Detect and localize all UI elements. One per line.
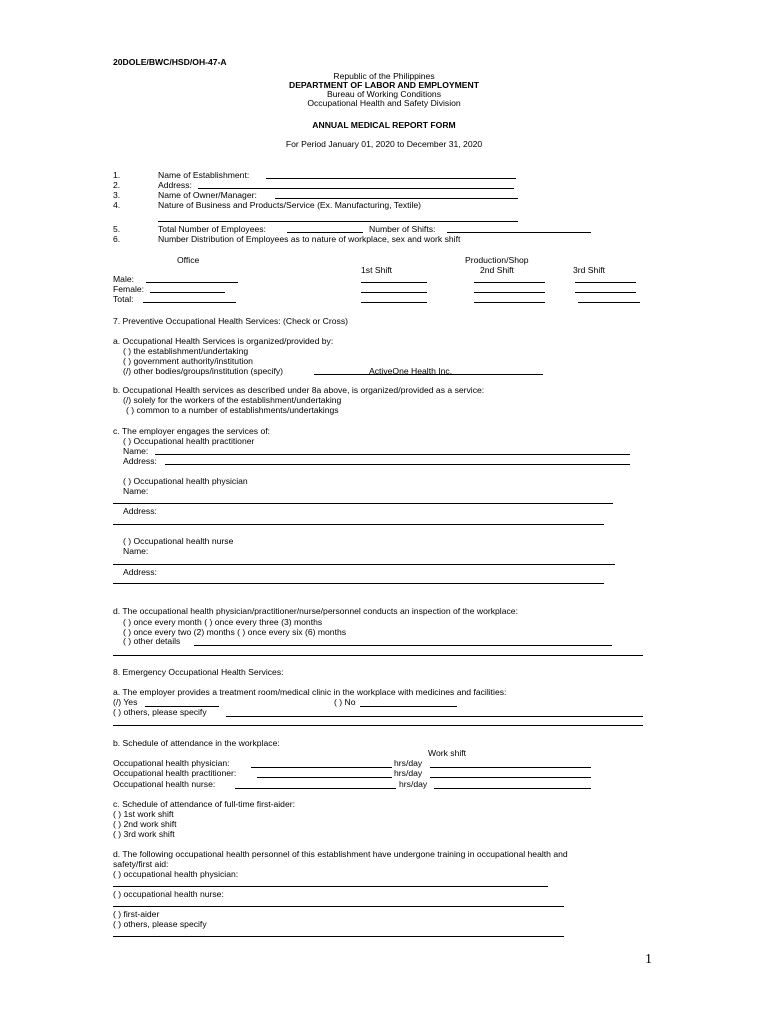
owner-manager-field[interactable] xyxy=(275,198,518,199)
option-other-details[interactable]: ( ) other details xyxy=(123,636,181,646)
item-number-3: 3. xyxy=(113,190,121,200)
section-8c-label: c. Schedule of attendance of full-time first-aider: xyxy=(113,799,295,809)
practitioner-shift-field[interactable] xyxy=(430,777,591,778)
section-7-title: 7. Preventive Occupational Health Services: (Check or Cross) xyxy=(113,316,348,326)
option-bimonthly-semiannual[interactable]: ( ) once every two (2) months ( ) once every six (6) months xyxy=(123,627,347,637)
office-total-field[interactable] xyxy=(143,302,236,303)
shift-1-header: 1st Shift xyxy=(361,265,393,275)
female-label: Female: xyxy=(113,284,145,294)
option-solely-workers[interactable]: (/) solely for the workers of the establishment/undertaking xyxy=(123,395,342,405)
practitioner-hrs-label: hrs/day xyxy=(394,768,423,778)
form-title: ANNUAL MEDICAL REPORT FORM xyxy=(312,120,456,130)
option-others-specify[interactable]: ( ) others, please specify xyxy=(113,707,207,717)
option-2nd-shift[interactable]: ( ) 2nd work shift xyxy=(113,819,177,829)
distribution-label: Number Distribution of Employees as to nature of workplace, sex and work shift xyxy=(158,234,461,244)
option-physician[interactable]: ( ) Occupational health physician xyxy=(123,476,248,486)
nature-of-business-field[interactable] xyxy=(158,221,518,222)
other-details-field-2[interactable] xyxy=(113,655,643,656)
shift1-male-field[interactable] xyxy=(361,282,427,283)
address-label: Address: xyxy=(158,180,192,190)
number-of-shifts-label: Number of Shifts: xyxy=(369,224,436,234)
section-7b-label: b. Occupational Health services as described under 8a above, is organized/provided as a service: xyxy=(113,385,485,395)
others-specify-field-2[interactable] xyxy=(113,725,643,726)
trained-physician-field[interactable] xyxy=(113,886,548,887)
shift-3-header: 3rd Shift xyxy=(573,265,606,275)
option-other-bodies[interactable]: (/) other bodies/groups/institution (specify) xyxy=(123,366,284,376)
office-male-field[interactable] xyxy=(146,282,238,283)
physician-name-label: Name: xyxy=(123,486,149,496)
nature-of-business-label: Nature of Business and Products/Service (Ex. Manufacturing, Textile) xyxy=(158,200,422,210)
form-code: 20DOLE/BWC/HSD/OH-47-A xyxy=(113,57,227,67)
no-field[interactable] xyxy=(360,706,457,707)
option-government[interactable]: ( ) government authority/institution xyxy=(123,356,253,366)
establishment-name-label: Name of Establishment: xyxy=(158,170,250,180)
work-shift-header: Work shift xyxy=(428,748,467,758)
other-bodies-field[interactable] xyxy=(314,374,543,375)
option-yes[interactable]: (/) Yes xyxy=(113,697,138,707)
nurse-shift-field[interactable] xyxy=(434,788,591,789)
item-number-4: 4. xyxy=(113,200,121,210)
nurse-hrs-label: hrs/day xyxy=(399,779,428,789)
nurse-address-label: Address: xyxy=(123,567,157,577)
other-bodies-value: ActiveOne Health Inc. xyxy=(369,366,453,376)
number-of-shifts-field[interactable] xyxy=(447,232,591,233)
section-8d-label-cont: safety/first aid: xyxy=(113,859,169,869)
nurse-hours-field[interactable] xyxy=(235,788,396,789)
shift2-female-field[interactable] xyxy=(474,292,545,293)
trained-nurse-option[interactable]: ( ) occupational health nurse: xyxy=(113,889,224,899)
shift3-male-field[interactable] xyxy=(575,282,636,283)
item-number-1: 1. xyxy=(113,170,121,180)
physician-shift-field[interactable] xyxy=(430,767,591,768)
section-8d-label: d. The following occupational health personnel of this establishment have undergone training in occupational health and xyxy=(113,849,568,859)
header-republic: Republic of the Philippines xyxy=(333,71,435,81)
practitioner-name-field[interactable] xyxy=(155,454,630,455)
male-label: Male: xyxy=(113,274,135,284)
nurse-name-field[interactable] xyxy=(113,564,615,565)
header-division: Occupational Health and Safety Division xyxy=(307,98,461,108)
option-monthly-quarterly[interactable]: ( ) once every month ( ) once every three (3) months xyxy=(123,617,323,627)
section-8a-label: a. The employer provides a treatment room/medical clinic in the workplace with medicines and facilities: xyxy=(113,687,507,697)
report-period: For Period January 01, 2020 to December 31, 2020 xyxy=(285,139,483,149)
shift1-female-field[interactable] xyxy=(361,292,427,293)
option-practitioner[interactable]: ( ) Occupational health practitioner xyxy=(123,436,255,446)
office-header: Office xyxy=(177,255,200,265)
section-7d-label: d. The occupational health physician/practitioner/nurse/personnel conducts an inspection of the workplace: xyxy=(113,606,518,616)
item-number-5: 5. xyxy=(113,224,121,234)
item-number-2: 2. xyxy=(113,180,121,190)
page-number: 1 xyxy=(645,952,652,967)
section-8-title: 8. Emergency Occupational Health Services: xyxy=(113,667,284,677)
trained-first-aider-option[interactable]: ( ) first-aider xyxy=(113,909,160,919)
physician-hrs-label: hrs/day xyxy=(394,758,423,768)
option-3rd-shift[interactable]: ( ) 3rd work shift xyxy=(113,829,175,839)
nurse-name-label: Name: xyxy=(123,546,149,556)
trained-physician-option[interactable]: ( ) occupational health physician: xyxy=(113,869,239,879)
trained-others-field[interactable] xyxy=(113,936,564,937)
shift3-female-field[interactable] xyxy=(575,292,636,293)
practitioner-schedule-label: Occupational health practitioner: xyxy=(113,768,237,778)
address-field[interactable] xyxy=(198,188,514,189)
practitioner-address-label: Address: xyxy=(123,456,157,466)
physician-name-field[interactable] xyxy=(113,503,613,504)
physician-hours-field[interactable] xyxy=(251,767,392,768)
total-label: Total: xyxy=(113,294,134,304)
shift3-total-field[interactable] xyxy=(578,302,640,303)
item-number-6: 6. xyxy=(113,234,121,244)
nurse-address-field[interactable] xyxy=(113,583,604,584)
trained-nurse-field[interactable] xyxy=(113,906,564,907)
physician-schedule-label: Occupational health physician: xyxy=(113,758,230,768)
other-details-field[interactable] xyxy=(194,645,612,646)
nurse-schedule-label: Occupational health nurse: xyxy=(113,779,216,789)
establishment-name-field[interactable] xyxy=(266,178,516,179)
section-8b-label: b. Schedule of attendance in the workplace: xyxy=(113,738,280,748)
option-1st-shift[interactable]: ( ) 1st work shift xyxy=(113,809,174,819)
header-bureau: Bureau of Working Conditions xyxy=(326,89,441,99)
owner-manager-label: Name of Owner/Manager: xyxy=(158,190,257,200)
production-shop-header: Production/Shop xyxy=(465,255,529,265)
physician-address-field[interactable] xyxy=(113,524,604,525)
section-7a-label: a. Occupational Health Services is organized/provided by: xyxy=(113,336,334,346)
option-establishment[interactable]: ( ) the establishment/undertaking xyxy=(123,346,249,356)
physician-address-label: Address: xyxy=(123,506,157,516)
option-nurse[interactable]: ( ) Occupational health nurse xyxy=(123,536,234,546)
shift2-total-field[interactable] xyxy=(474,302,545,303)
practitioner-name-label: Name: xyxy=(123,446,149,456)
practitioner-hours-field[interactable] xyxy=(257,777,392,778)
practitioner-address-field[interactable] xyxy=(165,464,630,465)
office-female-field[interactable] xyxy=(150,292,225,293)
total-employees-label: Total Number of Employees: xyxy=(158,224,266,234)
others-specify-field[interactable] xyxy=(226,716,643,717)
total-employees-field[interactable] xyxy=(287,232,363,233)
shift-2-header: 2nd Shift xyxy=(480,265,514,275)
section-7c-label: c. The employer engages the services of: xyxy=(113,426,270,436)
option-no[interactable]: ( ) No xyxy=(334,697,356,707)
trained-others-option[interactable]: ( ) others, please specify xyxy=(113,919,207,929)
header-department: DEPARTMENT OF LABOR AND EMPLOYMENT xyxy=(288,80,479,90)
option-common-establishments[interactable]: ( ) common to a number of establishments/undertakings xyxy=(126,405,339,415)
shift2-male-field[interactable] xyxy=(474,282,545,283)
shift1-total-field[interactable] xyxy=(361,302,427,303)
